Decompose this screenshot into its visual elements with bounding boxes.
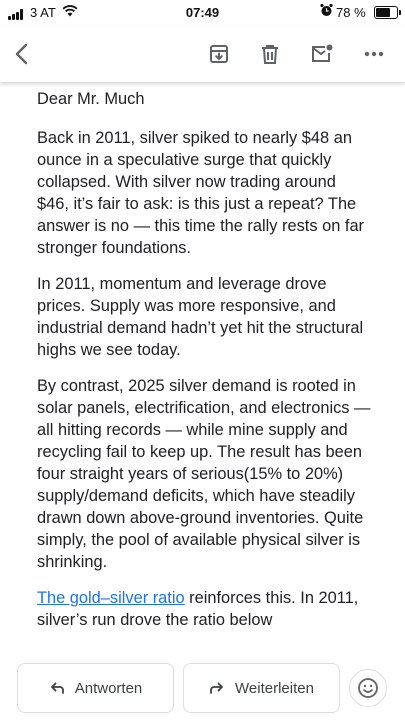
archive-icon[interactable]	[203, 38, 235, 70]
bottom-action-bar	[0, 662, 405, 720]
emoji-reaction-icon[interactable]	[349, 669, 387, 707]
reply-button[interactable]	[17, 663, 174, 713]
email-body	[37, 88, 372, 645]
email-paragraph: In 2011, momentum and leverage drove prices. Supply was more responsive, and industrial demand hadn’t yet hit the structural highs we see today.	[37, 275, 364, 359]
battery-percent: 78 %	[336, 5, 366, 20]
carrier-label: 3 AT	[30, 5, 56, 20]
forward-button[interactable]	[183, 663, 340, 713]
trash-icon[interactable]	[254, 38, 286, 70]
forward-label: Weiterleiten	[235, 679, 314, 697]
back-icon[interactable]	[6, 38, 38, 70]
email-paragraph-text: reinforces this. In 2011, silver’s run drove the ratio below	[37, 589, 359, 629]
gold-silver-ratio-link[interactable]: The gold–silver ratio	[37, 589, 185, 607]
clock: 07:49	[185, 5, 220, 20]
reply-icon	[49, 681, 65, 695]
reply-label: Antworten	[74, 679, 143, 697]
status-bar	[0, 0, 405, 26]
email-greeting: Dear Mr. Much	[37, 90, 145, 108]
battery-icon	[374, 6, 398, 19]
email-paragraph: By contrast, 2025 silver demand is rooted in solar panels, electrification, and electronics — all hitting records — while mine supply and recycling fail to keep up. The result has been four straight years of serious(15% to 20%) supply/demand deficits, which have steadily drawn down above-ground inventories. Quite simply, the pool of available physical silver is shrinking.	[37, 377, 371, 571]
toolbar	[0, 26, 405, 82]
alarm-icon	[320, 3, 333, 20]
more-icon[interactable]	[358, 38, 390, 70]
forward-icon	[209, 681, 225, 695]
mark-unread-icon[interactable]	[306, 38, 338, 70]
email-paragraph: Back in 2011, silver spiked to nearly $48 an ounce in a speculative surge that quickly collapsed. With silver now trading around $46, it’s fair to ask: is this just a repeat? The answer is no — this time the rally rests on far stronger foundations.	[37, 129, 365, 257]
email-paragraph	[37, 587, 372, 631]
